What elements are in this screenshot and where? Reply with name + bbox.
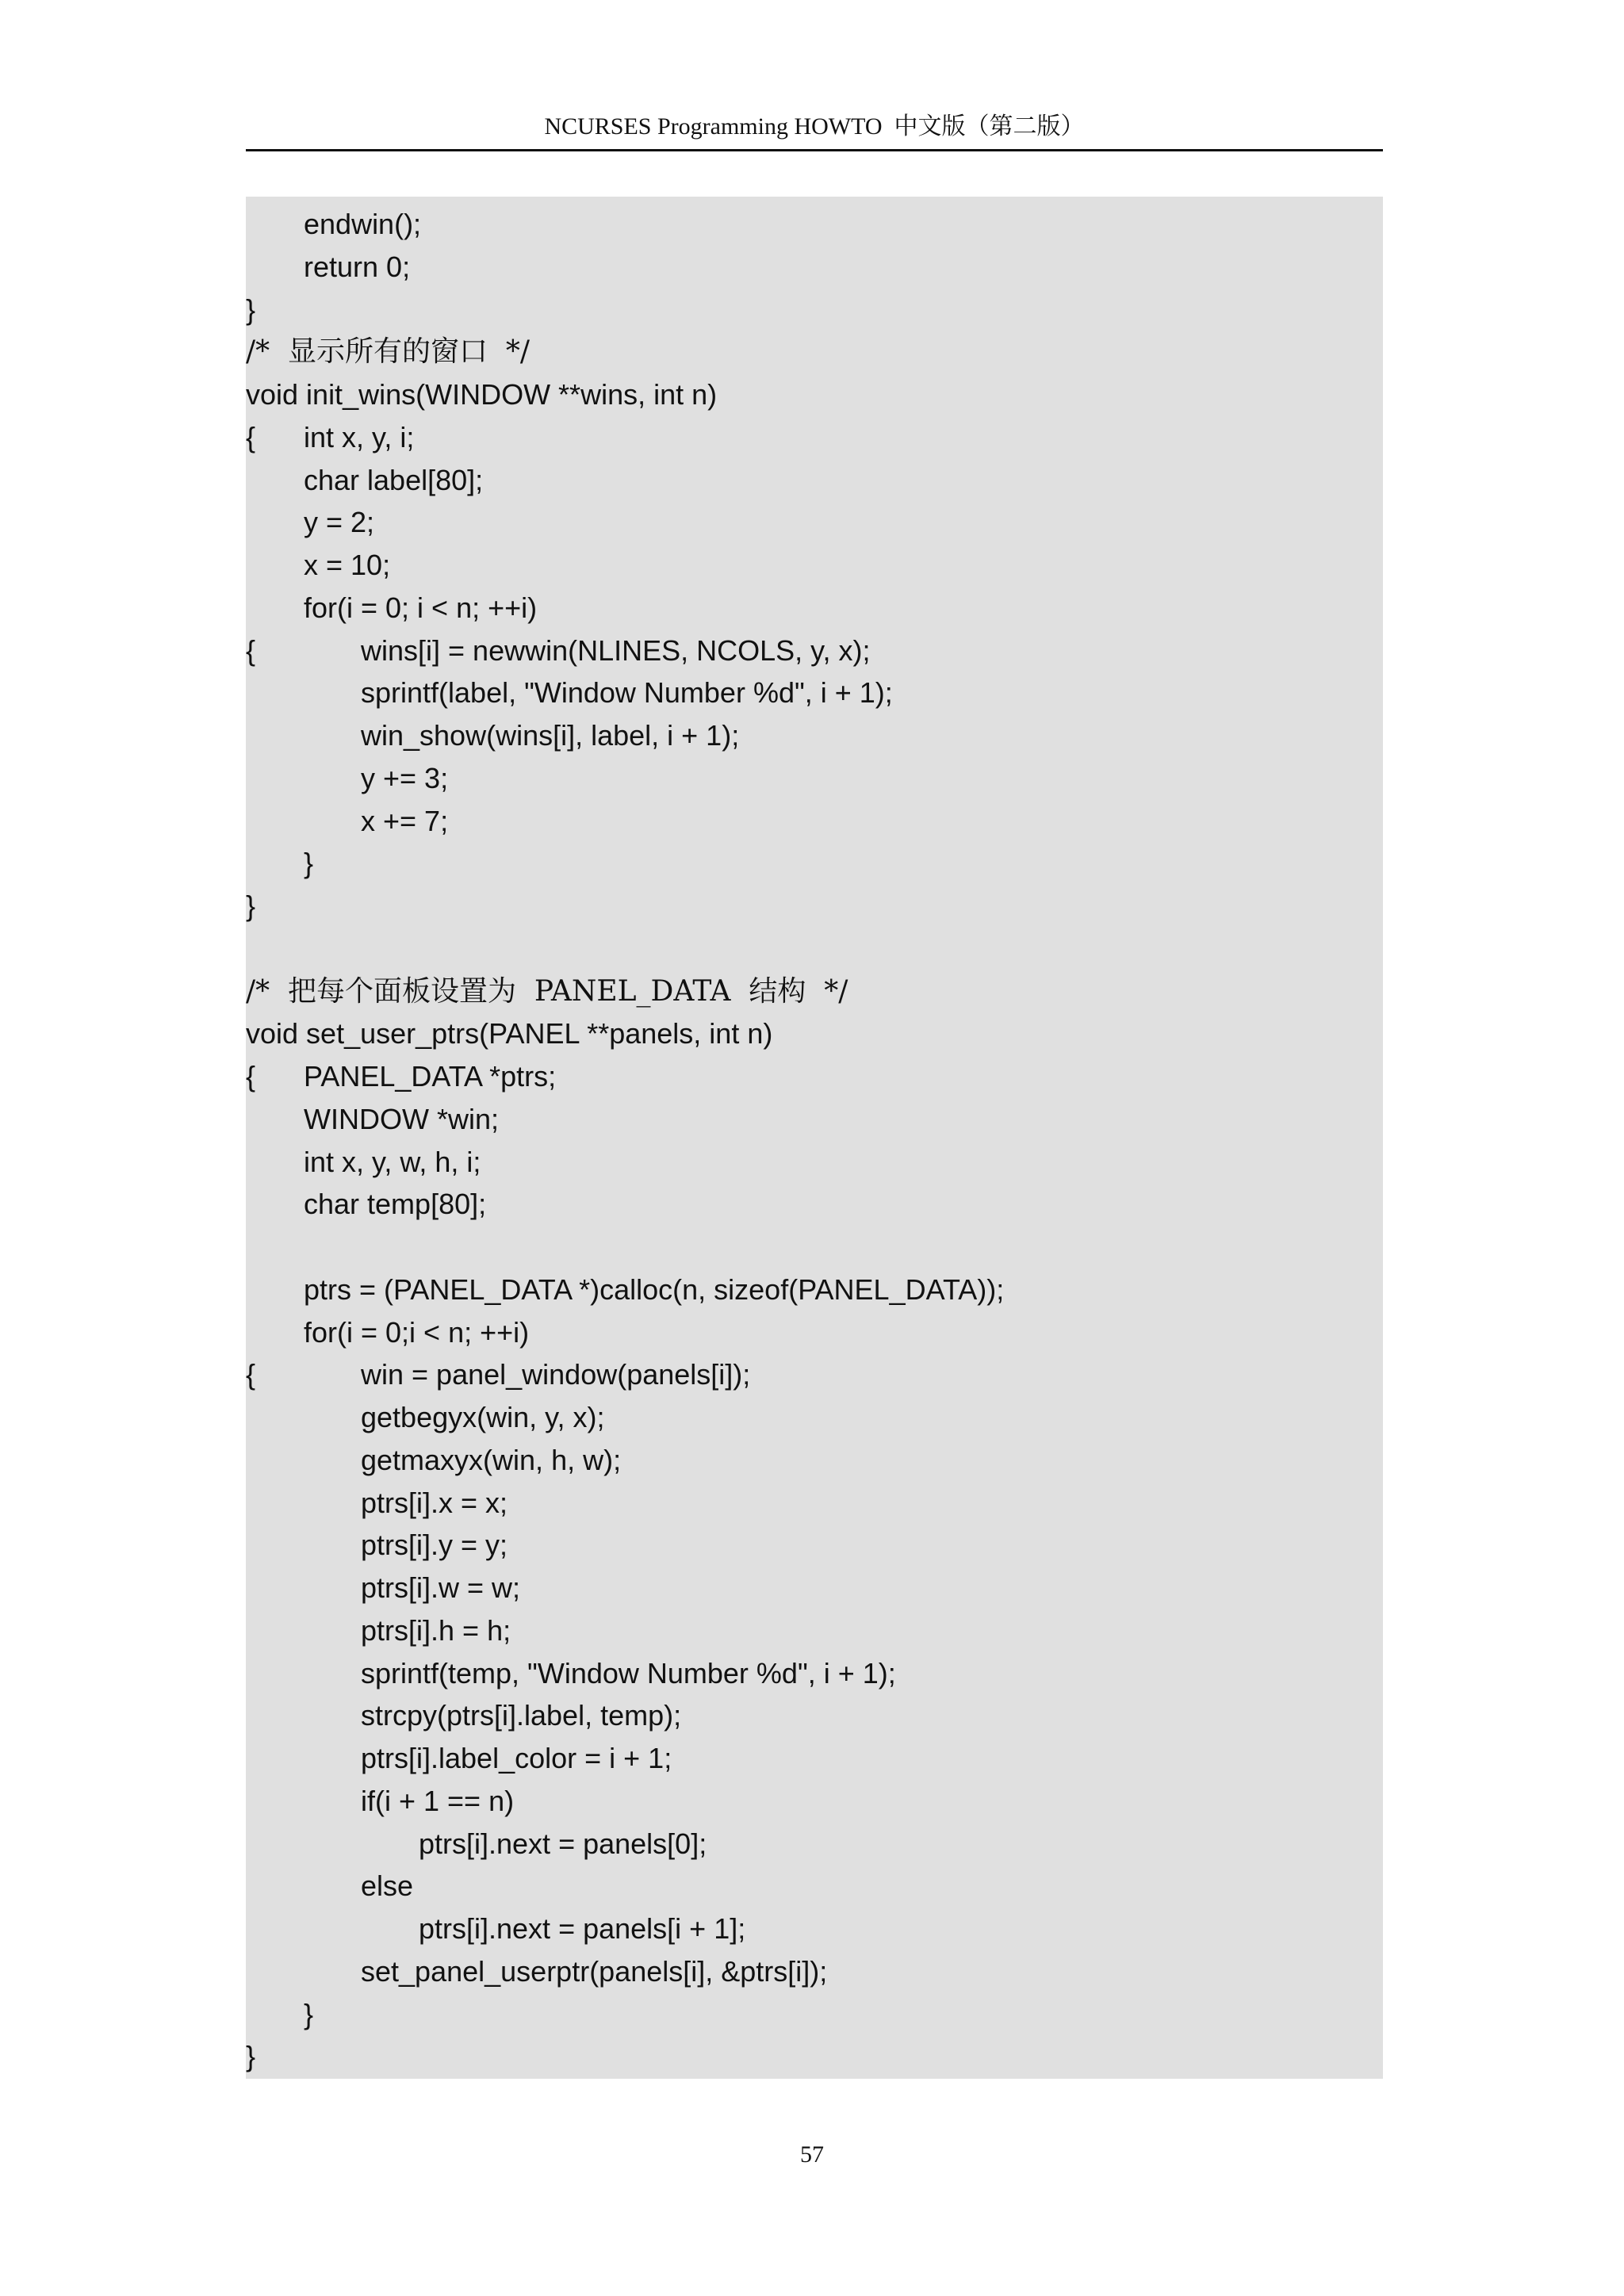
code-text: y += 3; <box>361 761 449 794</box>
code-brace: { <box>246 1358 256 1391</box>
code-brace: { <box>246 1060 256 1093</box>
code-text: set_panel_userptr(panels[i], &ptrs[i]); <box>361 1954 828 1988</box>
code-line <box>246 1396 1383 1439</box>
code-text: int x, y, i; <box>304 420 415 453</box>
code-line <box>246 629 1383 672</box>
code-line <box>246 672 1383 714</box>
code-text: } <box>246 2040 256 2073</box>
code-line <box>246 587 1383 629</box>
code-line <box>246 1652 1383 1695</box>
code-line <box>246 1524 1383 1567</box>
code-text: getmaxyx(win, h, w); <box>361 1443 622 1476</box>
code-text: ptrs[i].h = h; <box>361 1613 511 1647</box>
code-text: for(i = 0; i < n; ++i) <box>304 591 538 624</box>
code-line <box>246 885 1383 928</box>
code-line <box>246 800 1383 843</box>
code-text: endwin(); <box>304 208 422 240</box>
code-line <box>246 2035 1383 2078</box>
code-line <box>246 928 1383 970</box>
code-line <box>246 970 1383 1013</box>
code-line <box>246 714 1383 757</box>
code-text: PANEL_DATA *ptrs; <box>304 1060 557 1093</box>
code-line <box>246 331 1383 373</box>
code-text: x = 10; <box>304 549 391 581</box>
code-line <box>246 544 1383 587</box>
code-line <box>246 1141 1383 1184</box>
code-text: y = 2; <box>304 506 375 539</box>
code-line <box>246 1567 1383 1609</box>
running-header: NCURSES Programming HOWTO 中文版（第二版） <box>544 113 1085 140</box>
code-line <box>246 1737 1383 1780</box>
code-text: win_show(wins[i], label, i + 1); <box>361 719 740 752</box>
code-text: int x, y, w, h, i; <box>304 1145 481 1178</box>
code-text: WINDOW *win; <box>304 1102 499 1135</box>
code-text: void init_wins(WINDOW **wins, int n) <box>246 378 718 411</box>
code-text: char temp[80]; <box>304 1188 487 1221</box>
code-text: ptrs[i].next = panels[0]; <box>419 1827 707 1860</box>
code-line <box>246 1908 1383 1950</box>
code-line <box>246 1950 1383 1993</box>
code-listing <box>246 197 1383 2079</box>
code-text: ptrs[i].x = x; <box>361 1486 508 1519</box>
code-line <box>246 416 1383 459</box>
code-text: sprintf(label, "Window Number %d", i + 1); <box>361 676 893 710</box>
code-text: ptrs[i].w = w; <box>361 1571 521 1604</box>
code-text: } <box>304 847 314 880</box>
code-line <box>246 246 1383 289</box>
code-text: wins[i] = newwin(NLINES, NCOLS, y, x); <box>361 633 871 667</box>
page-number: 57 <box>800 2141 824 2168</box>
code-text: ptrs = (PANEL_DATA *)calloc(n, sizeof(PANEL_DATA)); <box>304 1272 1005 1306</box>
code-brace: { <box>246 633 256 667</box>
code-line <box>246 1865 1383 1908</box>
code-text: } <box>246 293 256 326</box>
code-text: } <box>246 890 256 922</box>
code-text: ptrs[i].next = panels[i + 1]; <box>419 1912 746 1945</box>
code-text: win = panel_window(panels[i]); <box>361 1358 751 1391</box>
code-line <box>246 757 1383 800</box>
code-line <box>246 1055 1383 1098</box>
code-line <box>246 1609 1383 1652</box>
code-text: for(i = 0;i < n; ++i) <box>304 1315 530 1349</box>
code-text: } <box>304 1997 314 2030</box>
code-text: else <box>361 1869 414 1903</box>
code-line <box>246 501 1383 544</box>
code-text: void set_user_ptrs(PANEL **panels, int n) <box>246 1017 773 1050</box>
code-line <box>246 1439 1383 1482</box>
code-line <box>246 1226 1383 1269</box>
code-line <box>246 1098 1383 1141</box>
code-text: x += 7; <box>361 804 449 837</box>
code-text: return 0; <box>304 250 411 283</box>
code-text: strcpy(ptrs[i].label, temp); <box>361 1699 682 1732</box>
code-line <box>246 1269 1383 1311</box>
code-text: getbegyx(win, y, x); <box>361 1401 605 1433</box>
code-line <box>246 1482 1383 1525</box>
code-lines <box>246 203 1383 2078</box>
code-line <box>246 1012 1383 1055</box>
code-brace: { <box>246 420 256 453</box>
code-line <box>246 1183 1383 1226</box>
code-line <box>246 1993 1383 2036</box>
code-text: ptrs[i].label_color = i + 1; <box>361 1742 672 1774</box>
code-line <box>246 1311 1383 1354</box>
code-line <box>246 203 1383 246</box>
code-line <box>246 842 1383 885</box>
code-text: /* 显示所有的窗口 */ <box>246 335 530 369</box>
code-line <box>246 1353 1383 1396</box>
code-line <box>246 289 1383 331</box>
code-text: /* 把每个面板设置为 PANEL_DATA 结构 */ <box>246 974 848 1008</box>
code-text: if(i + 1 == n) <box>361 1784 515 1817</box>
code-line <box>246 373 1383 416</box>
code-line <box>246 459 1383 502</box>
code-text: ptrs[i].y = y; <box>361 1529 508 1562</box>
header-rule <box>246 149 1383 151</box>
code-text: sprintf(temp, "Window Number %d", i + 1); <box>361 1656 896 1689</box>
code-line <box>246 1780 1383 1823</box>
code-text: char label[80]; <box>304 463 484 496</box>
code-line <box>246 1694 1383 1737</box>
code-line <box>246 1823 1383 1866</box>
